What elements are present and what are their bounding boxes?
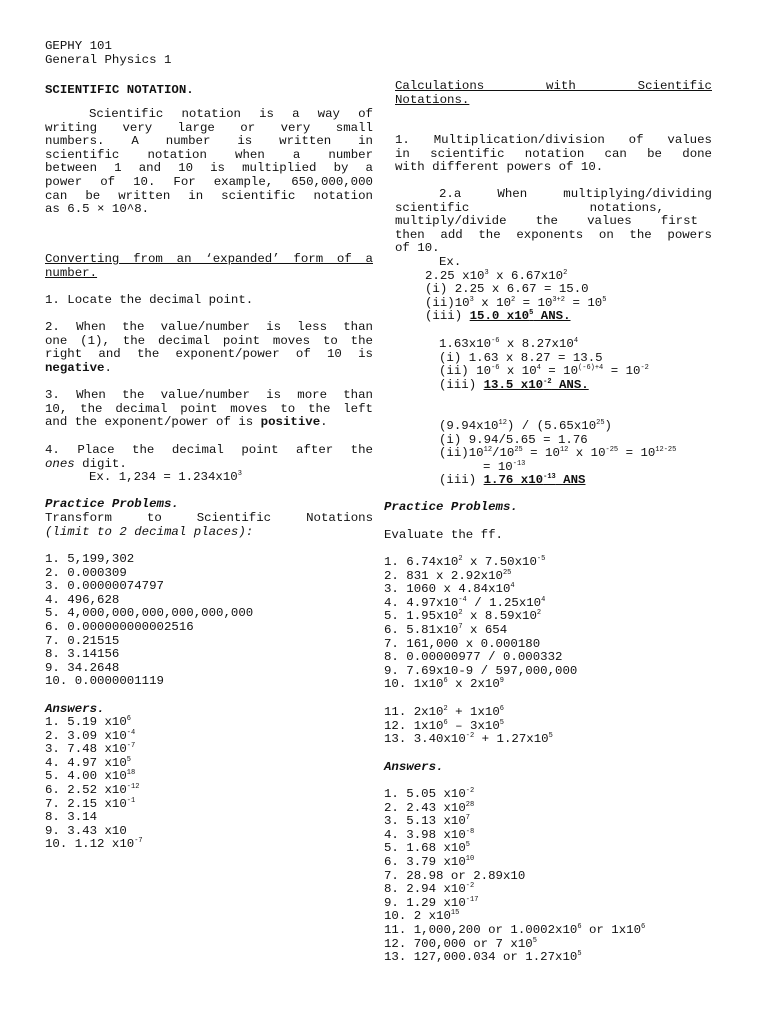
rule-1-line: 1. Multiplication/division of values [395,133,712,147]
intro-paragraph [45,108,373,217]
ex3-line-2: (i) 9.94/5.65 = 1.76 [439,432,588,447]
list-item: 6. 3.79 $x10^{10}$ [384,854,475,869]
list-item: 2. 831 x $2.92x10^{25}$ [384,568,512,583]
step-4-line: 4. Place the decimal point after the [45,443,373,457]
step-3-line: 10, the decimal point moves to the left [45,401,373,416]
answer-text: 3. 7.48 x10 [45,742,127,757]
step-1: 1. Locate the decimal point. [45,293,254,307]
list-item [45,716,143,730]
list-item: 12. 700,000 or 7 $x10^5$ [384,936,537,951]
list-item: 3. 0.00000074797 [45,579,164,594]
rule-1-line: in scientific notation can be done [395,146,712,161]
intro-line: numbers. A number is written in [45,134,373,149]
answers-heading-right: Answers. [384,760,444,774]
list-item [45,770,143,784]
evaluate-problem-list [384,556,577,692]
answer-text: 4. 4.97 x10 [45,755,127,770]
intro-line: can be written in scientific notation [45,188,373,203]
list-item: 1. 5.05 $x10^{-2}$ [384,787,475,801]
section-title: SCIENTIFIC NOTATION. [45,83,194,97]
list-item [45,743,143,757]
course-code: GEPHY 101 [45,39,112,53]
practice-instructions [45,512,373,539]
ones-word: ones [45,456,75,471]
answer-text: 2. 3.09 x10 [45,728,127,743]
exponent: 5 [126,755,131,764]
list-item [45,784,143,798]
exponent: -4 [126,728,136,737]
list-item [45,825,143,839]
list-item: 1. $6.74x10^2$ x $7.50x10^{-5}$ [384,555,546,569]
step-4-line: digit. [74,456,127,471]
list-item: 8. 2.94 $x10^{-2}$ [384,882,475,897]
evaluate-problem-list-2 [384,706,553,747]
rule-2-line: then add the exponents on the powers [395,227,712,242]
practice-limit-line: (limit to 2 decimal places): [45,524,254,539]
punct: . [104,360,112,375]
exponent: -12 [126,782,140,791]
intro-line: Scientific notation is a way of [89,107,373,121]
list-item: 13. $3.40x10^{-2} + 1.27x10^5$ [384,732,553,747]
ex1-line-3: $(ii)10^3$ x $10^2 = 10^{3+2} = 10^5$ [425,295,607,310]
list-item: 3. 5.13 $x10^7$ [384,814,470,829]
example-1 [425,255,607,324]
list-item: 11. 1,000,200 or $1.0002x10^6$ or $1x10^6$ [384,922,646,937]
step-3 [45,389,373,430]
calc-heading [395,80,712,107]
list-item: 5. 4,000,000,000,000,000,000 [45,606,254,621]
exponent: 18 [126,769,136,778]
list-item: 8. 3.14156 [45,647,120,662]
convert-heading [45,253,373,280]
exponent: -7 [134,837,143,846]
course-title: General Physics 1 [45,52,172,67]
list-item: 10. $1x10^6$ x $2x10^9$ [384,677,504,692]
step-4-example: Ex. 1,234 = 1.234x10 [89,470,238,485]
answers-heading: Answers. [45,702,105,716]
list-item: 2. 2.43 $x10^{28}$ [384,800,475,815]
ex2-answer: (iii) 13.5 $x10^{-2}$ ANS. [439,377,589,392]
list-item: 6. 0.000000000002516 [45,619,194,634]
list-item: 5. 1.68 $x10^5$ [384,841,470,856]
rule-1-line: with different powers of 10. [395,160,604,175]
list-item: 7. 28.98 or 2.89x10 [384,868,526,883]
list-item: 4. 3.98 $x10^{-8}$ [384,827,475,842]
evaluate-instruction: Evaluate the ff. [384,528,503,542]
exponent: 3 [237,470,242,479]
list-item [45,811,143,825]
ex2-line-3: (ii) $10^{-6}$ x $10^4 = 10^{(-6)+4} = 10^{-2}$ [439,364,649,379]
list-item: 9. 1.29 $x10^{-17}$ [384,895,479,910]
list-item: 9. 34.2648 [45,660,120,675]
step-2-line: right and the exponent/power of 10 is [45,347,373,362]
list-item: 11. $2x10^2 + 1x10^6$ [384,705,504,719]
list-item: 3. 1060 x $4.84x10^4$ [384,582,515,597]
step-2 [45,321,373,375]
list-item: 12. $1x10^6 - 3x10^5$ [384,718,504,733]
intro-line: scientific notation when a number [45,147,373,162]
example-2 [439,338,649,392]
convert-heading-line: Converting from an ‘expanded’ form of a [45,252,373,266]
step-3-line: 3. When the value/number is more than [45,388,373,402]
intro-line: power of 10. For example, 650,000,000 [45,174,373,189]
calc-heading-line: Calculations with Scientific [395,79,712,93]
list-item: 1. 5,199,302 [45,552,135,566]
list-item: 7. 0.21515 [45,633,120,648]
punct: . [320,415,328,430]
list-item: 8. 0.00000977 / 0.000332 [384,650,563,665]
list-item: 2. 0.000309 [45,565,127,580]
practice-problem-list [45,553,253,689]
answer-text: 6. 2.52 x10 [45,782,127,797]
convert-heading-line: number. [45,265,98,280]
step-2-line: 2. When the value/number is less than [45,320,373,334]
answer-text: 5. 4.00 x10 [45,769,127,784]
step-4 [45,444,373,485]
practice-instruction-line: Transform to Scientific Notations [45,511,373,525]
course-header [45,40,171,67]
ex3-line-1: $(9.94x10^{12}) / (5.65x10^{25})$ [439,419,612,433]
list-item: 10. 0.0000001119 [45,674,164,689]
list-item: 4. $4.97x10^{-4} / 1.25x10^4$ [384,595,546,610]
intro-line: between 1 and 10 is multiplied by a [45,161,373,176]
practice-heading-right: Practice Problems. [384,500,518,514]
ex2-line-1: $1.63x10^{-6}$ x $8.27x10^4$ [439,337,579,351]
list-item [45,757,143,771]
list-item [45,798,143,812]
ex1-answer: (iii) 15.0 $x10^5$ ANS. [425,309,571,324]
intro-line: as 6.5 × 10^8. [45,202,150,217]
answer-text: 8. 3.14 [45,810,98,825]
answer-text: 1. 5.19 x10 [45,715,127,729]
rule-2 [395,188,712,256]
exponent: -1 [126,796,136,805]
list-item: 7. 161,000 x 0.000180 [384,636,541,651]
intro-line: writing very large or very small [45,120,373,135]
positive-keyword: positive [260,415,321,430]
ex3-line-3: $(ii)10^{12}/10^{25} = 10^{12}$ x $10^{-25} = 10^{12-25}$ [439,446,677,461]
answer-text: 7. 2.15 x10 [45,796,127,811]
example-3 [439,420,676,488]
exponent: -7 [126,742,136,751]
ex1-line-1: 2.25 $x10^3$ x $6.67x10^2$ [425,268,568,283]
ex3-line-4: = $10^{-13}$ [483,459,526,474]
answer-list [45,716,143,852]
exponent: 6 [126,715,131,723]
step-3-line: and the exponent/power of is [45,415,261,430]
step-2-line: one (1), the decimal point moves to the [45,333,373,348]
answer-text: 9. 3.43 x10 [45,823,127,838]
list-item: 10. 2 $x10^{15}$ [384,909,460,924]
list-item: 9. 7.69x10-9 / 597,000,000 [384,663,578,678]
rule-2-line: 2.a When multiplying/dividing [439,187,712,201]
calc-heading-line: Notations. [395,92,470,107]
list-item: 5. $1.95x10^2$ x $8.59x10^2$ [384,609,542,624]
negative-keyword: negative [45,360,105,375]
list-item [45,838,143,852]
ex-label: Ex. [439,255,462,269]
rule-2-line: scientific notations, [395,200,664,215]
practice-heading: Practice Problems. [45,497,179,511]
list-item: 6. $5.81x10^7$ x 654 [384,622,508,637]
list-item [45,730,143,744]
rule-1 [395,134,712,175]
answer-list-right [384,788,645,965]
answer-text: 10. 1.12 x10 [45,837,135,852]
list-item: 4. 496,628 [45,592,120,607]
rule-2-line: of 10. [395,241,440,256]
ex2-line-2: (i) 1.63 x 8.27 = 13.5 [439,350,603,365]
ex3-answer: (iii) 1.76 $x10^{-13}$ ANS [439,473,586,488]
list-item: 13. 127,000.034 or $1.27x10^5$ [384,950,582,965]
ex1-line-2: (i) 2.25 x 6.67 = 15.0 [425,282,589,297]
rule-2-line: multiply/divide the values first [395,214,698,229]
